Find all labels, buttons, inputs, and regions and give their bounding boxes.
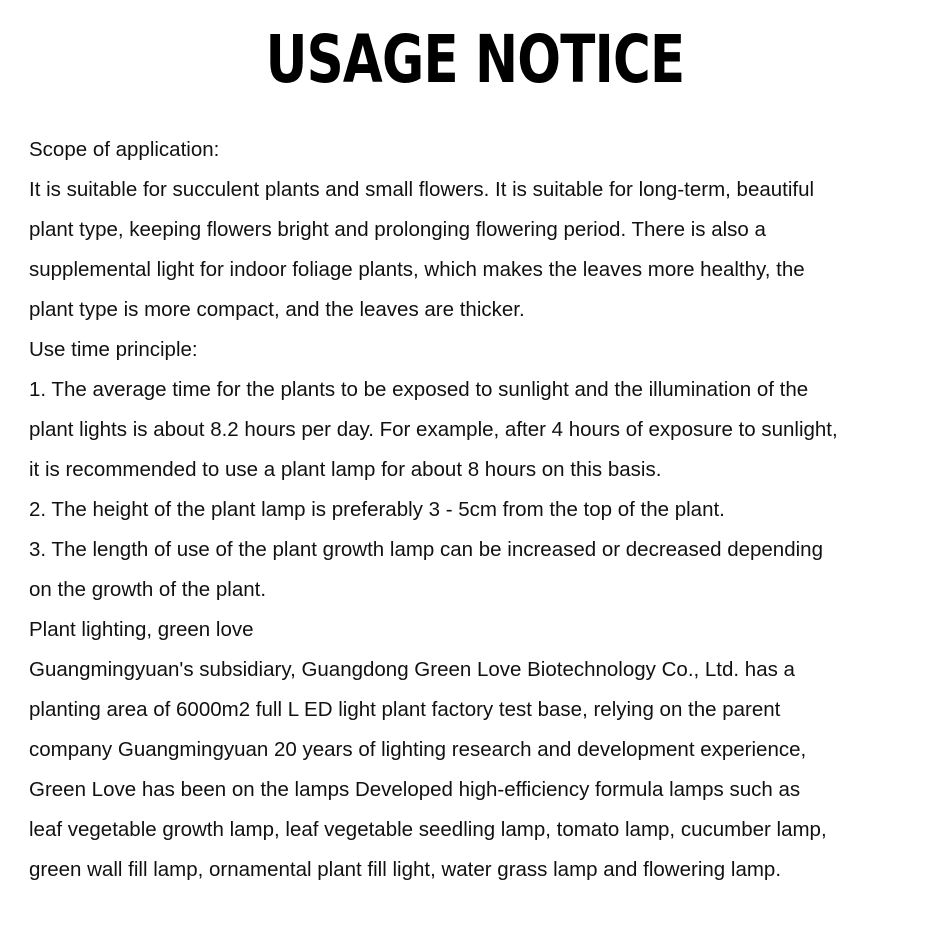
text-line: 1. The average time for the plants to be exposed to sunlight and the illumination of the: [29, 378, 809, 401]
text-line: 2. The height of the plant lamp is preferably 3 - 5cm from the top of the plant.: [29, 498, 725, 521]
text-line: it is recommended to use a plant lamp for about 8 hours on this basis.: [29, 458, 662, 481]
text-line: company Guangmingyuan 20 years of lighting research and development experience,: [29, 738, 807, 761]
text-line: leaf vegetable growth lamp, leaf vegetable seedling lamp, tomato lamp, cucumber lamp,: [29, 818, 827, 841]
plant-lighting-heading: Plant lighting, green love: [29, 618, 254, 641]
text-line: planting area of 6000m2 full L ED light plant factory test base, relying on the parent: [29, 698, 781, 721]
scope-heading: Scope of application:: [29, 138, 220, 161]
text-line: on the growth of the plant.: [29, 578, 267, 601]
text-line: plant type, keeping flowers bright and prolonging flowering period. There is also a: [29, 218, 766, 241]
notice-body: [29, 130, 944, 890]
text-line: Guangmingyuan's subsidiary, Guangdong Green Love Biotechnology Co., Ltd. has a: [29, 658, 795, 681]
text-line: It is suitable for succulent plants and small flowers. It is suitable for long-term, beautiful: [29, 178, 815, 201]
text-line: supplemental light for indoor foliage plants, which makes the leaves more healthy, the: [29, 258, 805, 281]
text-line: Green Love has been on the lamps Developed high-efficiency formula lamps such as: [29, 778, 801, 801]
text-line: green wall fill lamp, ornamental plant fill light, water grass lamp and flowering lamp.: [29, 858, 782, 881]
text-line: 3. The length of use of the plant growth lamp can be increased or decreased depending: [29, 538, 823, 561]
page-title: USAGE NOTICE: [265, 21, 685, 98]
text-line: plant lights is about 8.2 hours per day. For example, after 4 hours of exposure to sunlight,: [29, 418, 838, 441]
text-line: plant type is more compact, and the leaves are thicker.: [29, 298, 525, 321]
use-time-heading: Use time principle:: [29, 338, 198, 361]
